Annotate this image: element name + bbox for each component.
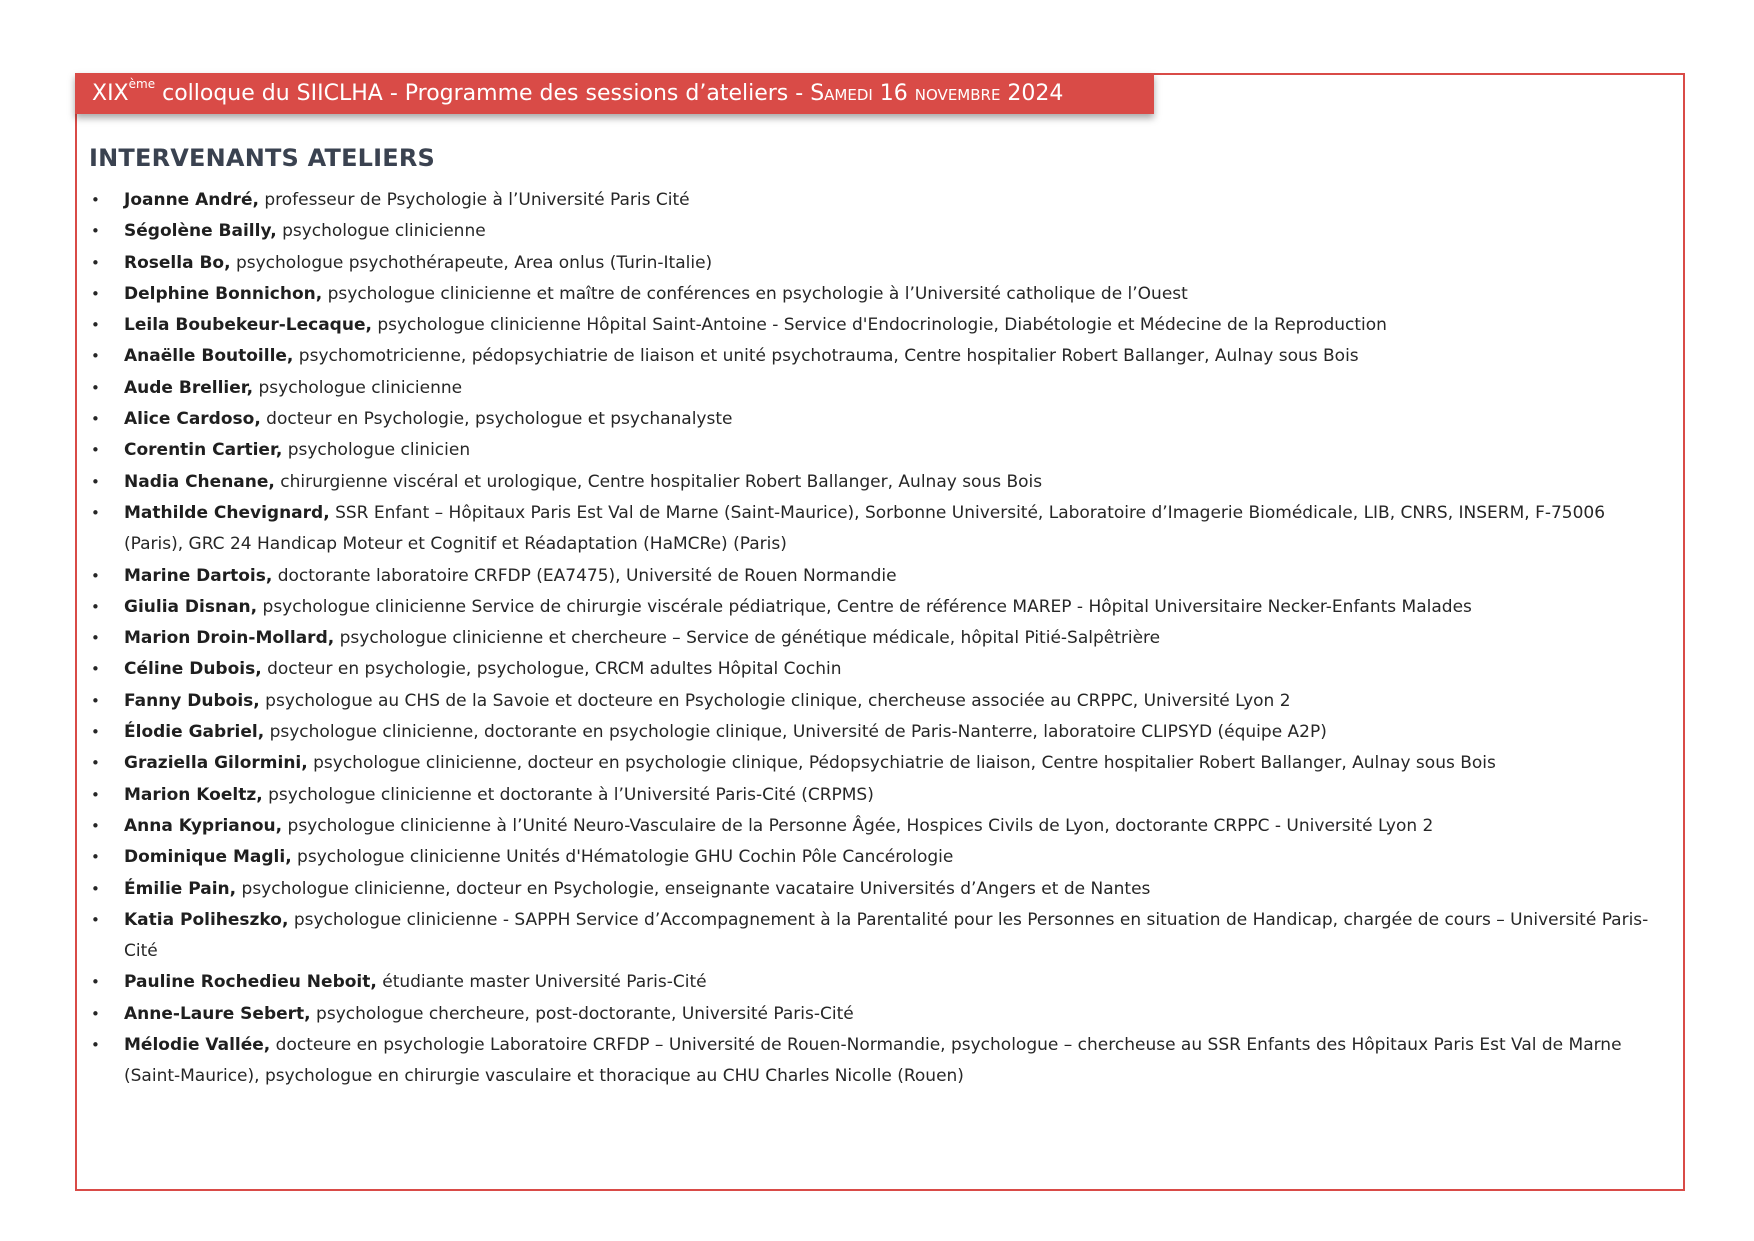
speaker-description: psychologue chercheure, post-doctorante, Université Paris-Cité	[310, 1003, 854, 1024]
speaker-item	[89, 279, 1669, 310]
speaker-name: Céline Dubois,	[124, 659, 262, 680]
speaker-name: Nadia Chenane,	[124, 471, 275, 492]
bullet-icon: •	[91, 754, 100, 773]
bullet-icon: •	[91, 316, 100, 335]
speaker-description: psychologue clinicienne - SAPPH Service d’Accompagnement à la Parentalité pour les Personnes en situation de Handicap, chargée de cours – Université Paris-Cité	[124, 909, 1649, 962]
bullet-icon: •	[91, 629, 100, 648]
speaker-description: docteur en Psychologie, psychologue et psychanalyste	[260, 409, 733, 430]
speaker-item	[89, 435, 1669, 466]
speaker-item	[89, 498, 1669, 561]
speaker-item	[89, 373, 1669, 404]
speaker-description: psychologue clinicienne Hôpital Saint-Antoine - Service d'Endocrinologie, Diabétologie et Médecine de la Reproduction	[371, 315, 1387, 336]
bullet-icon: •	[91, 378, 100, 397]
speaker-description: psychologue clinicienne, docteur en psychologie clinique, Pédopsychiatrie de liaison, Centre hospitalier Robert Ballanger, Aulnay sous Bois	[307, 753, 1496, 774]
bullet-icon: •	[91, 816, 100, 835]
speaker-name: Katia Poliheszko,	[124, 909, 289, 930]
bullet-icon: •	[91, 973, 100, 992]
bullet-icon: •	[91, 879, 100, 898]
speaker-description: psychologue clinicienne	[276, 221, 486, 242]
speaker-name: Corentin Cartier,	[124, 440, 283, 461]
speaker-name: Marine Dartois,	[124, 565, 273, 586]
speaker-description: psychologue clinicienne et doctorante à l’Université Paris-Cité (CRPMS)	[262, 784, 874, 805]
bullet-icon: •	[91, 660, 100, 679]
bullet-icon: •	[91, 284, 100, 303]
bullet-icon: •	[91, 1004, 100, 1023]
speaker-name: Delphine Bonnichon,	[124, 283, 323, 304]
speaker-name: Émilie Pain,	[124, 878, 237, 899]
speaker-name: Giulia Disnan,	[124, 596, 258, 617]
bullet-icon: •	[91, 410, 100, 429]
bullet-icon: •	[91, 1036, 100, 1055]
speaker-item	[89, 686, 1669, 717]
speaker-item	[89, 654, 1669, 685]
bullet-icon: •	[91, 222, 100, 241]
speaker-name: Élodie Gabriel,	[124, 722, 265, 743]
speaker-item	[89, 592, 1669, 623]
speaker-description: psychologue clinicienne à l’Unité Neuro-Vasculaire de la Personne Âgée, Hospices Civils de Lyon, doctorante CRPPC - Université Lyon 2	[282, 815, 1434, 836]
speaker-description: psychologue au CHS de la Savoie et docteure en Psychologie clinique, chercheuse associée au CRPPC, Université Lyon 2	[259, 690, 1291, 711]
speaker-name: Alice Cardoso,	[124, 409, 261, 430]
bullet-icon: •	[91, 785, 100, 804]
speaker-item	[89, 310, 1669, 341]
speaker-item	[89, 748, 1669, 779]
bullet-icon: •	[91, 441, 100, 460]
banner-date: Samedi 16 novembre 2024	[810, 81, 1064, 106]
speaker-description: psychologue clinicienne, doctorante en psychologie clinique, Université de Paris-Nanterre, laboratoire CLIPSYD (équipe A2P)	[264, 722, 1327, 743]
bullet-icon: •	[91, 191, 100, 209]
speaker-list	[89, 185, 1669, 1093]
speaker-name: Dominique Magli,	[124, 847, 292, 868]
banner-superscript: ème	[128, 77, 156, 91]
bullet-icon: •	[91, 253, 100, 272]
speaker-description: psychologue clinicienne Unités d'Hématologie GHU Cochin Pôle Cancérologie	[291, 847, 954, 868]
bullet-icon: •	[91, 566, 100, 585]
speaker-item	[89, 1030, 1669, 1093]
speaker-item	[89, 811, 1669, 842]
speaker-item	[89, 999, 1669, 1030]
speaker-item	[89, 717, 1669, 748]
speaker-description: doctorante laboratoire CRFDP (EA7475), Université de Rouen Normandie	[272, 565, 897, 586]
speaker-item	[89, 404, 1669, 435]
speaker-description: psychologue psychothérapeute, Area onlus (Turin-Italie)	[230, 252, 713, 273]
bullet-icon: •	[91, 503, 100, 522]
speaker-item	[89, 216, 1669, 247]
speaker-name: Marion Koeltz,	[124, 784, 263, 805]
speaker-name: Anne-Laure Sebert,	[124, 1003, 311, 1024]
bullet-icon: •	[91, 472, 100, 491]
speaker-name: Leila Boubekeur-Lecaque,	[124, 315, 372, 336]
speaker-item	[89, 341, 1669, 372]
speaker-item	[89, 780, 1669, 811]
speaker-item	[89, 561, 1669, 592]
banner-title: colloque du SIICLHA - Programme des sessions d’ateliers -	[155, 81, 811, 106]
bullet-icon: •	[91, 597, 100, 616]
section-heading: INTERVENANTS ATELIERS	[89, 144, 436, 172]
speaker-item	[89, 185, 1669, 216]
bullet-icon: •	[91, 910, 100, 929]
speaker-item	[89, 248, 1669, 279]
bullet-icon: •	[91, 848, 100, 867]
speaker-name: Graziella Gilormini,	[124, 753, 308, 774]
speaker-description: étudiante master Université Paris-Cité	[376, 972, 707, 993]
speaker-name: Ségolène Bailly,	[124, 221, 277, 242]
speaker-description: psychologue clinicienne et chercheure – Service de génétique médicale, hôpital Pitié-Salpêtrière	[334, 628, 1161, 649]
speaker-name: Aude Brellier,	[124, 377, 254, 398]
banner-prefix: XIX	[92, 81, 129, 106]
speaker-description: professeur de Psychologie à l’Université Paris Cité	[258, 190, 690, 210]
speaker-name: Pauline Rochedieu Neboit,	[124, 972, 377, 993]
bullet-icon: •	[91, 347, 100, 366]
bullet-icon: •	[91, 723, 100, 742]
speaker-description: docteure en psychologie Laboratoire CRFDP – Université de Rouen-Normandie, psychologue – chercheuse au SSR Enfants des Hôpitaux Paris Est Val de Marne (Saint-Maurice), psychologue en chirurgie vasculaire et thoracique au CHU Charles Nicolle (Rouen)	[124, 1035, 1622, 1087]
speaker-item	[89, 842, 1669, 873]
bullet-icon: •	[91, 691, 100, 710]
speaker-item	[89, 467, 1669, 498]
speaker-name: Fanny Dubois,	[124, 690, 260, 711]
speaker-name: Anna Kyprianou,	[124, 815, 283, 836]
speaker-description: psychomotricienne, pédopsychiatrie de liaison et unité psychotrauma, Centre hospitalier Robert Ballanger, Aulnay sous Bois	[293, 346, 1359, 367]
speaker-item	[89, 874, 1669, 905]
speaker-description: psychologue clinicienne	[253, 377, 463, 398]
speaker-description: psychologue clinicienne Service de chirurgie viscérale pédiatrique, Centre de référence MAREP - Hôpital Universitaire Necker-Enfants Malades	[257, 596, 1472, 617]
speaker-description: psychologue clinicien	[282, 440, 471, 461]
speaker-name: Mathilde Chevignard,	[124, 502, 330, 523]
speaker-name: Joanne André,	[124, 190, 259, 210]
speaker-item	[89, 623, 1669, 654]
speaker-description: psychologue clinicienne, docteur en Psychologie, enseignante vacataire Universités d’Angers et de Nantes	[236, 878, 1151, 899]
speaker-name: Anaëlle Boutoille,	[124, 346, 294, 367]
speaker-name: Mélodie Vallée,	[124, 1035, 271, 1056]
speaker-name: Rosella Bo,	[124, 252, 231, 273]
speaker-item	[89, 967, 1669, 998]
speaker-description: SSR Enfant – Hôpitaux Paris Est Val de Marne (Saint-Maurice), Sorbonne Université, Laboratoire d’Imagerie Biomédicale, LIB, CNRS, INSERM, F-75006 (Paris), GRC 24 Handicap Moteur et Cognitif et Réadaptation (HaMCRe) (Paris)	[124, 502, 1606, 555]
speaker-name: Marion Droin-Mollard,	[124, 628, 335, 649]
speaker-description: psychologue clinicienne et maître de conférences en psychologie à l’Université catholique de l’Ouest	[322, 283, 1188, 304]
speaker-item	[89, 905, 1669, 968]
speaker-description: docteur en psychologie, psychologue, CRCM adultes Hôpital Cochin	[261, 659, 842, 680]
header-banner	[75, 73, 1154, 114]
speaker-description: chirurgienne viscéral et urologique, Centre hospitalier Robert Ballanger, Aulnay sous Bois	[274, 471, 1043, 492]
